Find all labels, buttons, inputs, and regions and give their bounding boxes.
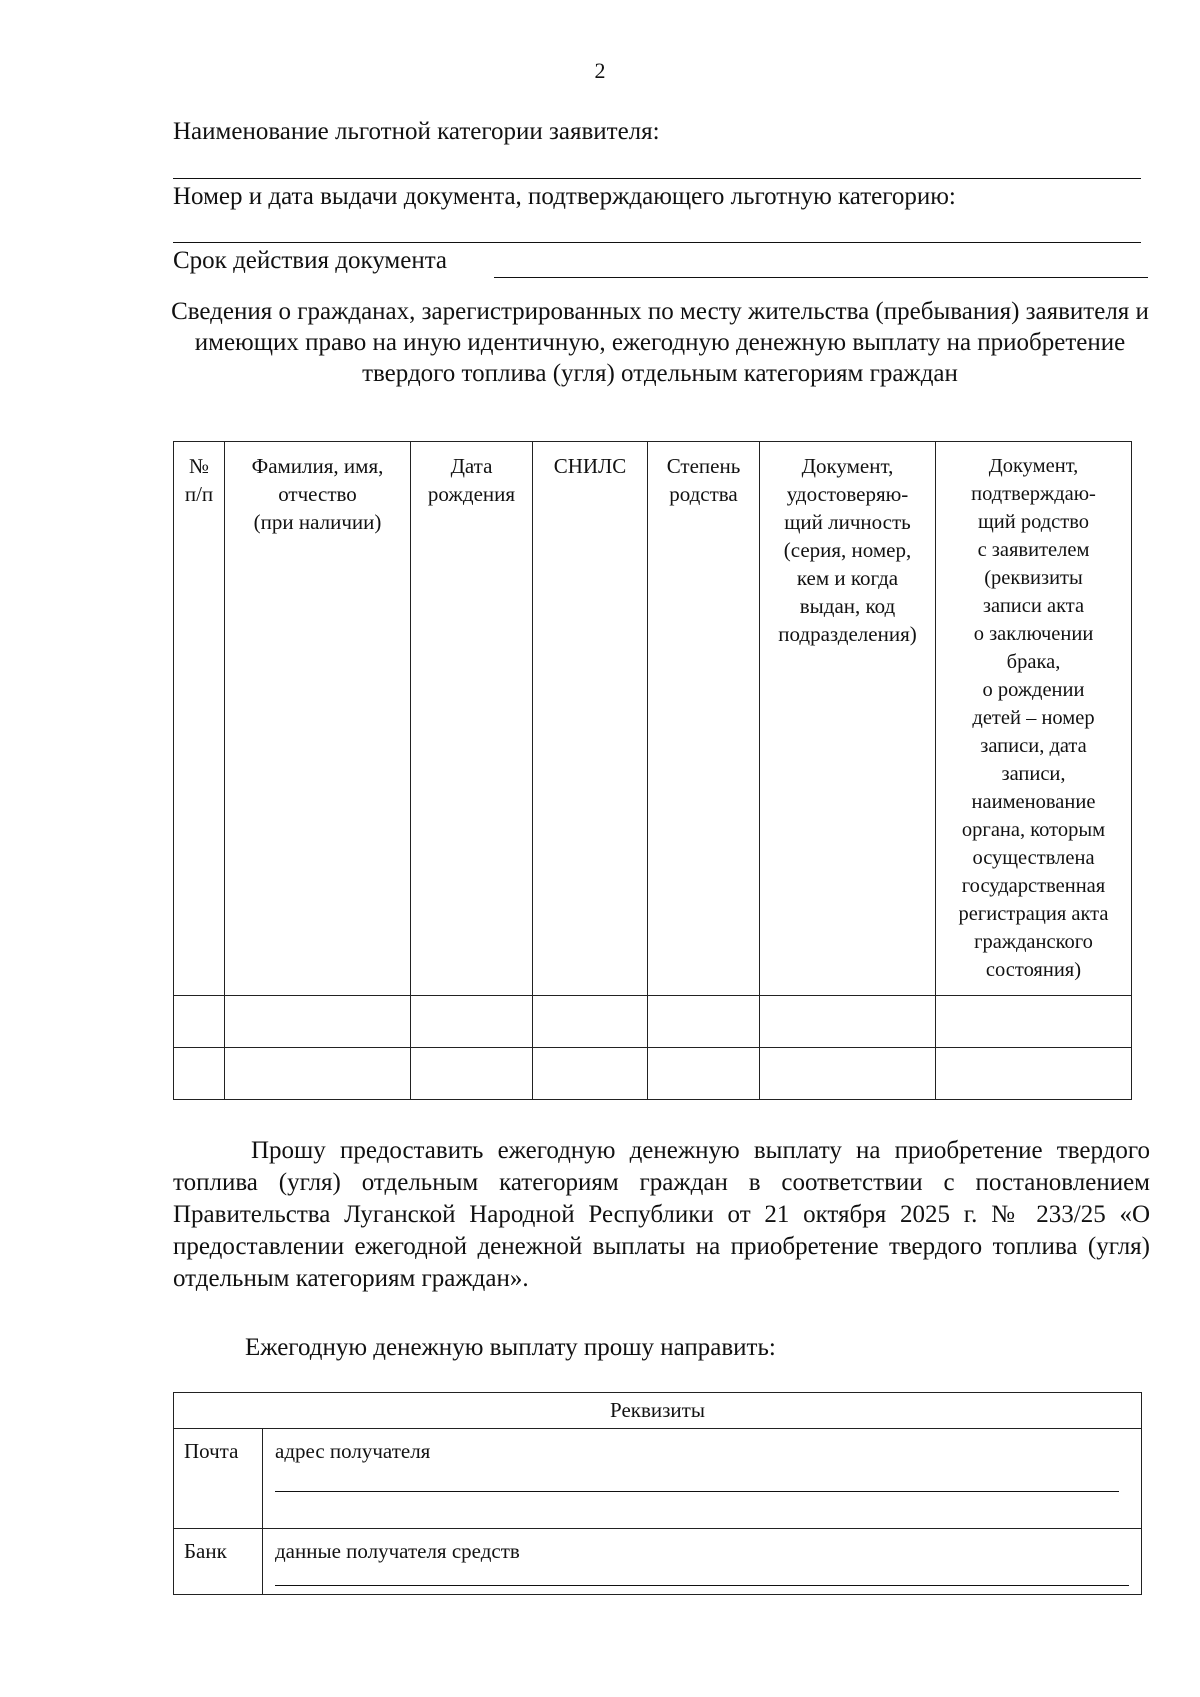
table-cell[interactable] bbox=[936, 1048, 1132, 1100]
table-cell[interactable] bbox=[174, 996, 225, 1048]
requisites-title: Реквизиты bbox=[174, 1393, 1142, 1429]
table-cell[interactable] bbox=[936, 996, 1132, 1048]
table-cell[interactable] bbox=[174, 1048, 225, 1100]
requisites-row-post bbox=[174, 1429, 1142, 1529]
citizens-table bbox=[173, 441, 1132, 1100]
table-cell[interactable] bbox=[760, 1048, 936, 1100]
citizens-heading: Сведения о гражданах, зарегистрированных по месту жительства (пребывания) заявителя и имеющих право на иную идентичную, ежегодную денежную выплату на приобретение твердого топлива (угля) отдельным категориям граждан bbox=[171, 298, 1149, 387]
col-fullname-header: Фамилия, имя, отчество (при наличии) bbox=[225, 442, 411, 996]
request-paragraph: Прошу предоставить ежегодную денежную выплату на приобретение твердого топлива (угля) отдельным категориям граждан в соответствии с постановлением Правительства Луганской Народной Республики от 21 октября 2025 г. № 233/25 «О предоставлении ежегодной денежной выплаты на приобретение твердого топлива (угля) отдельным категориям граждан». bbox=[173, 1137, 1150, 1292]
payment-direction-text: Ежегодную денежную выплату прошу направить: bbox=[245, 1334, 776, 1361]
requisites-row-bank bbox=[174, 1529, 1142, 1595]
col-id-document-header: Документ, удостоверяю- щий личность (серия, номер, кем и когда выдан, код подразделения) bbox=[760, 442, 936, 996]
table-cell[interactable] bbox=[533, 1048, 648, 1100]
col-birthdate-header: Дата рождения bbox=[411, 442, 533, 996]
table-cell[interactable] bbox=[225, 996, 411, 1048]
document-label: Номер и дата выдачи документа, подтверждающего льготную категорию: bbox=[173, 183, 956, 210]
post-recipient-label: адрес получателя bbox=[275, 1439, 431, 1463]
bank-recipient-label: данные получателя средств bbox=[275, 1539, 520, 1563]
bank-label: Банк bbox=[174, 1529, 263, 1595]
requisites-header-row bbox=[174, 1393, 1142, 1429]
table-cell[interactable] bbox=[648, 996, 760, 1048]
table-cell[interactable] bbox=[411, 996, 533, 1048]
col-snils-header: СНИЛС bbox=[533, 442, 648, 996]
post-label: Почта bbox=[174, 1429, 263, 1529]
table-cell[interactable] bbox=[411, 1048, 533, 1100]
post-recipient-field[interactable] bbox=[263, 1429, 1142, 1529]
table-row bbox=[174, 996, 1132, 1048]
bank-details-line[interactable] bbox=[275, 1585, 1129, 1586]
table-cell[interactable] bbox=[760, 996, 936, 1048]
table-cell[interactable] bbox=[648, 1048, 760, 1100]
post-address-line[interactable] bbox=[275, 1491, 1119, 1492]
validity-input-line[interactable] bbox=[494, 277, 1148, 278]
validity-label: Срок действия документа bbox=[173, 247, 448, 274]
table-cell[interactable] bbox=[225, 1048, 411, 1100]
table-cell[interactable] bbox=[533, 996, 648, 1048]
col-relation-header: Степень родства bbox=[648, 442, 760, 996]
col-kinship-document-header: Документ, подтверждаю- щий родство с заявителем (реквизиты записи акта о заключении брака, о рождении детей – номер записи, дата записи, наименование органа, которым осуществлена государственная регистрация акта гражданского состояния) bbox=[936, 442, 1132, 996]
requisites-table bbox=[173, 1392, 1142, 1595]
table-row bbox=[174, 1048, 1132, 1100]
document-input-line[interactable] bbox=[173, 242, 1141, 243]
category-label: Наименование льготной категории заявителя: bbox=[173, 118, 660, 145]
col-number-header: № п/п bbox=[174, 442, 225, 996]
category-input-line[interactable] bbox=[173, 178, 1141, 179]
citizens-header-row bbox=[174, 442, 1132, 996]
bank-recipient-field[interactable] bbox=[263, 1529, 1142, 1595]
page-number: 2 bbox=[594, 58, 606, 83]
